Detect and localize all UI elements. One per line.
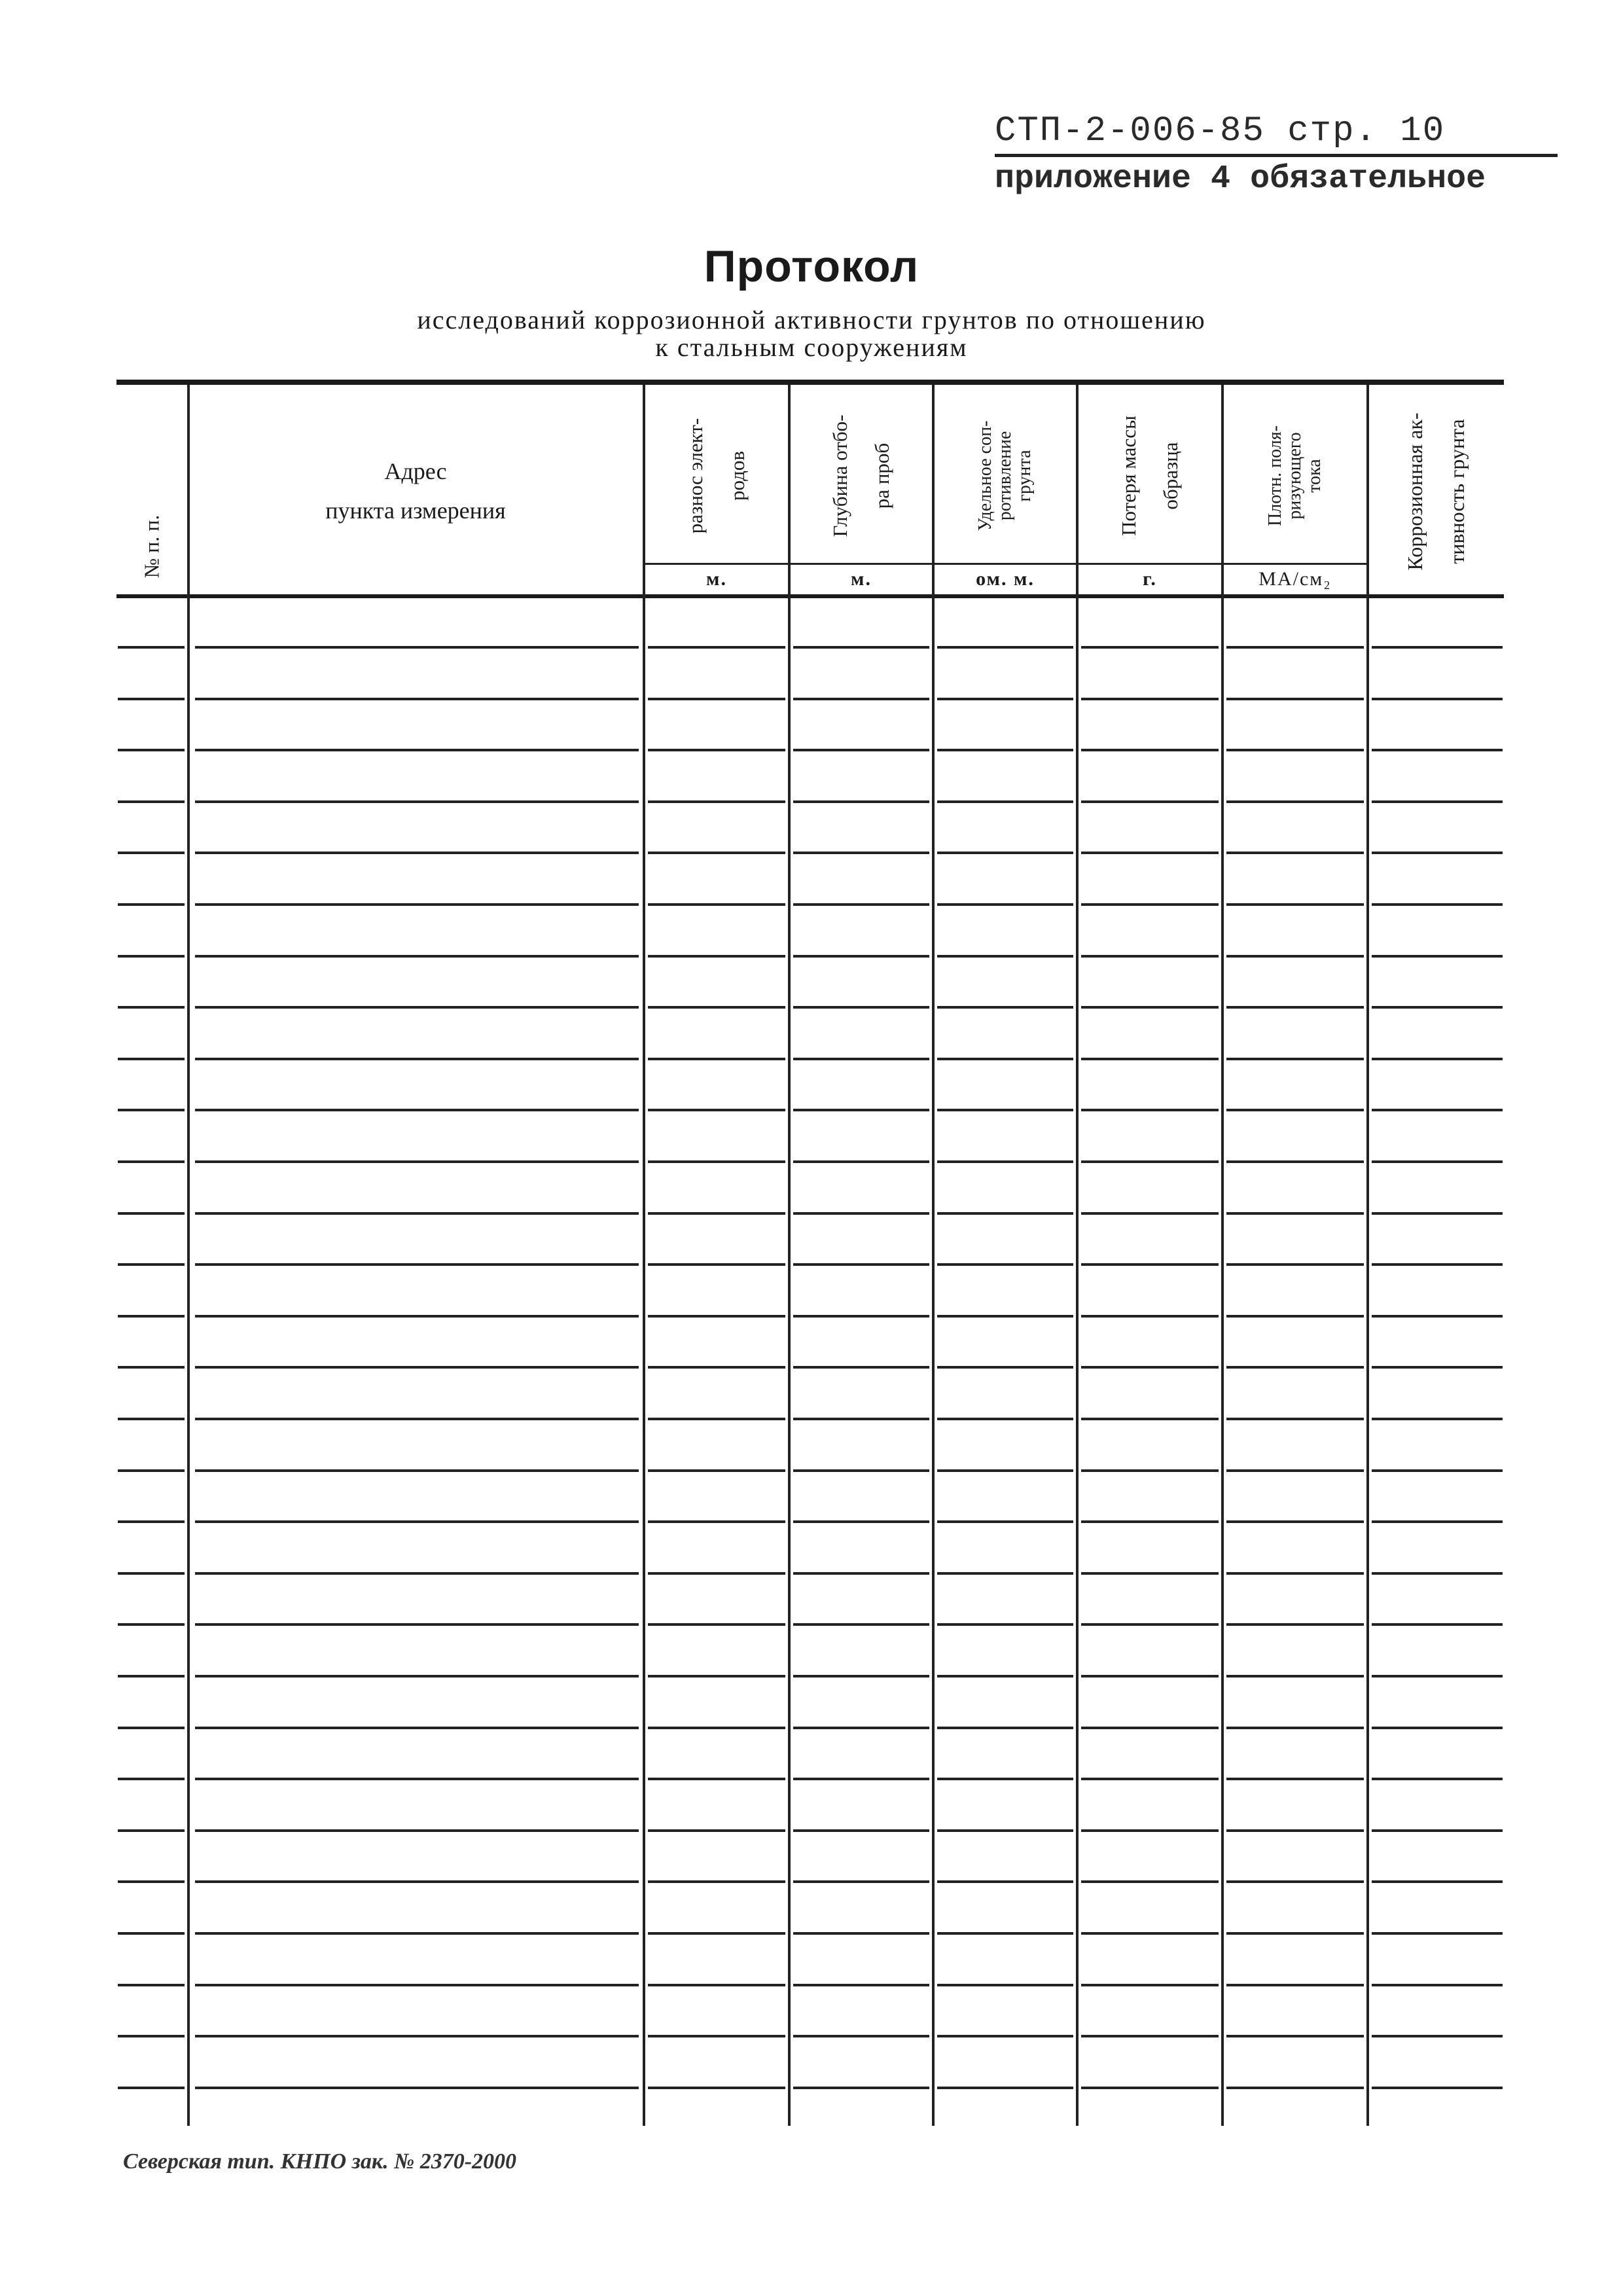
table-row-line bbox=[118, 1212, 185, 1215]
table-row-line bbox=[195, 1160, 639, 1163]
table-row-line bbox=[1081, 698, 1219, 700]
table-row-line bbox=[195, 1469, 639, 1472]
table-row-line bbox=[793, 955, 929, 958]
table-row-line bbox=[937, 1727, 1073, 1729]
subtitle-line-1: исследований коррозионной активности грунтов по отношению bbox=[417, 305, 1206, 334]
table-row-line bbox=[1081, 1572, 1219, 1575]
table-row-line bbox=[793, 1727, 929, 1729]
table-row-line bbox=[195, 1315, 639, 1318]
table-top-rule bbox=[116, 380, 1504, 385]
table-row-line bbox=[195, 1984, 639, 1986]
table-row-line bbox=[1372, 800, 1503, 803]
table-row-line bbox=[648, 800, 785, 803]
table-row-line bbox=[195, 852, 639, 854]
table-row-line bbox=[648, 1675, 785, 1677]
table-row-line bbox=[1372, 1520, 1503, 1523]
table-row-line bbox=[937, 1315, 1073, 1318]
table-row-line bbox=[937, 1469, 1073, 1472]
table-row-line bbox=[118, 1315, 185, 1318]
unit-rule bbox=[1079, 563, 1221, 565]
table-row-line bbox=[648, 646, 785, 649]
table-row-line bbox=[793, 1984, 929, 1986]
table-row-line bbox=[1372, 1006, 1503, 1009]
table-row-line bbox=[118, 1932, 185, 1935]
unit-rule bbox=[645, 563, 788, 565]
table-row-line bbox=[648, 1315, 785, 1318]
table-row-line bbox=[937, 1520, 1073, 1523]
table-row-line bbox=[1081, 955, 1219, 958]
table-row-line bbox=[937, 1984, 1073, 1986]
table-row-line bbox=[793, 1675, 929, 1677]
table-row-line bbox=[1226, 1880, 1364, 1883]
table-row-line bbox=[648, 1212, 785, 1215]
table-row-line bbox=[648, 1058, 785, 1060]
table-row-line bbox=[1226, 1932, 1364, 1935]
table-row-line bbox=[1226, 1469, 1364, 1472]
table-row-line bbox=[118, 1675, 185, 1677]
table-row-line bbox=[1081, 1520, 1219, 1523]
table-row-line bbox=[793, 1829, 929, 1832]
table-row-line bbox=[1372, 2035, 1503, 2037]
table-row-line bbox=[195, 698, 639, 700]
table-row-line bbox=[793, 1366, 929, 1369]
table-row-line bbox=[648, 903, 785, 906]
column-divider bbox=[788, 385, 791, 2126]
table-row-line bbox=[793, 903, 929, 906]
table-row-line bbox=[793, 749, 929, 751]
table-row-line bbox=[1081, 1109, 1219, 1111]
page-title: Протокол bbox=[704, 242, 919, 291]
table-row-line bbox=[195, 800, 639, 803]
table-row-line bbox=[648, 1160, 785, 1163]
table-row-line bbox=[648, 1263, 785, 1266]
page-subtitle bbox=[0, 306, 1623, 361]
table-row-line bbox=[648, 2035, 785, 2037]
table-row-line bbox=[195, 2087, 639, 2089]
table-row-line bbox=[195, 1727, 639, 1729]
column-divider bbox=[1221, 385, 1224, 2126]
table-row-line bbox=[118, 1006, 185, 1009]
table-row-line bbox=[648, 955, 785, 958]
table-row-line bbox=[793, 1572, 929, 1575]
table-row-line bbox=[118, 1263, 185, 1266]
table-row-line bbox=[1226, 1829, 1364, 1832]
table-row-line bbox=[1081, 1675, 1219, 1677]
header-electrode-spacing: разнос элект- родов bbox=[684, 418, 749, 534]
table-row-line bbox=[1372, 1418, 1503, 1420]
table-row-line bbox=[937, 646, 1073, 649]
table-row-line bbox=[118, 1572, 185, 1575]
header-corrosion-activity: Коррозионная ак- тивность грунта bbox=[1403, 412, 1469, 571]
table-row-line bbox=[118, 749, 185, 751]
table-row-line bbox=[1372, 1675, 1503, 1677]
table-row-line bbox=[118, 2087, 185, 2089]
column-divider bbox=[1366, 385, 1369, 2126]
table-row-line bbox=[195, 1520, 639, 1523]
table-row-line bbox=[793, 1623, 929, 1626]
table-row-line bbox=[648, 1366, 785, 1369]
table-row-line bbox=[1372, 1778, 1503, 1780]
header-mass-loss: Потеря массы образца bbox=[1117, 416, 1182, 536]
table-row-line bbox=[195, 955, 639, 958]
header-soil-resistivity: Удельное соп- ротивление грунта bbox=[975, 420, 1035, 531]
table-row-line bbox=[937, 2087, 1073, 2089]
table-row-line bbox=[937, 1675, 1073, 1677]
table-row-line bbox=[937, 2035, 1073, 2037]
table-row-line bbox=[1081, 1058, 1219, 1060]
table-row-line bbox=[1372, 1109, 1503, 1111]
column-divider bbox=[932, 385, 935, 2126]
table-row-line bbox=[195, 1418, 639, 1420]
table-row-line bbox=[195, 903, 639, 906]
table-row-line bbox=[1226, 1058, 1364, 1060]
unit-resistivity: ом. м. bbox=[976, 568, 1035, 590]
table-row-line bbox=[1226, 1727, 1364, 1729]
table-row-line bbox=[1372, 1160, 1503, 1163]
table-row-line bbox=[1372, 749, 1503, 751]
table-row-line bbox=[118, 1418, 185, 1420]
table-row-line bbox=[118, 1469, 185, 1472]
table-row-line bbox=[937, 1778, 1073, 1780]
table-row-line bbox=[1081, 2035, 1219, 2037]
table-row-line bbox=[118, 1058, 185, 1060]
table-row-line bbox=[793, 698, 929, 700]
table-row-line bbox=[793, 1469, 929, 1472]
table-row-line bbox=[1372, 1727, 1503, 1729]
table-row-line bbox=[118, 955, 185, 958]
table-row-line bbox=[1226, 1520, 1364, 1523]
table-row-line bbox=[1081, 1623, 1219, 1626]
table-row-line bbox=[648, 2087, 785, 2089]
table-row-line bbox=[1081, 1727, 1219, 1729]
table-row-line bbox=[1372, 2087, 1503, 2089]
table-row-line bbox=[937, 1006, 1073, 1009]
table-row-line bbox=[1226, 2087, 1364, 2089]
column-divider bbox=[643, 385, 645, 2126]
table-row-line bbox=[937, 852, 1073, 854]
table-row-line bbox=[937, 1418, 1073, 1420]
table-row-line bbox=[1226, 1675, 1364, 1677]
table-row-line bbox=[118, 800, 185, 803]
table-row-line bbox=[118, 852, 185, 854]
table-row-line bbox=[1372, 1829, 1503, 1832]
table-row-line bbox=[1081, 1829, 1219, 1832]
table-row-line bbox=[118, 1880, 185, 1883]
unit-rule bbox=[1224, 563, 1366, 565]
table-row-line bbox=[1081, 1469, 1219, 1472]
table-row-line bbox=[793, 1109, 929, 1111]
table-row-line bbox=[648, 1006, 785, 1009]
table-row-line bbox=[648, 1109, 785, 1111]
table-row-line bbox=[118, 646, 185, 649]
table-row-line bbox=[648, 852, 785, 854]
table-row-line bbox=[1081, 1880, 1219, 1883]
table-row-line bbox=[648, 1520, 785, 1523]
table-row-line bbox=[648, 1984, 785, 1986]
table-row-line bbox=[1372, 1932, 1503, 1935]
table-row-line bbox=[1226, 1572, 1364, 1575]
table-row-line bbox=[1372, 852, 1503, 854]
table-row-line bbox=[648, 1880, 785, 1883]
unit-electrode: м. bbox=[706, 568, 727, 590]
table-row-line bbox=[1372, 1623, 1503, 1626]
table-row-line bbox=[1226, 1160, 1364, 1163]
table-row-line bbox=[1226, 800, 1364, 803]
table-row-line bbox=[793, 1520, 929, 1523]
unit-rule bbox=[935, 563, 1076, 565]
printer-imprint: Северская тип. КНПО зак. № 2370-2000 bbox=[123, 2149, 517, 2174]
table-row-line bbox=[937, 1623, 1073, 1626]
table-row-line bbox=[118, 1366, 185, 1369]
table-row-line bbox=[195, 1778, 639, 1780]
column-divider bbox=[1076, 385, 1079, 2126]
table-row-line bbox=[118, 1109, 185, 1111]
table-row-line bbox=[793, 2087, 929, 2089]
table-row-line bbox=[1226, 646, 1364, 649]
table-row-line bbox=[195, 1366, 639, 1369]
table-row-line bbox=[118, 1778, 185, 1780]
table-row-line bbox=[118, 1623, 185, 1626]
table-row-line bbox=[648, 1572, 785, 1575]
table-row-line bbox=[937, 1212, 1073, 1215]
table-row-line bbox=[195, 1006, 639, 1009]
table-row-line bbox=[937, 955, 1073, 958]
table-row-line bbox=[1081, 1212, 1219, 1215]
table-row-line bbox=[1081, 1006, 1219, 1009]
table-row-line bbox=[793, 1212, 929, 1215]
header-number: № п. п. bbox=[139, 514, 164, 579]
table-header-rule bbox=[116, 594, 1504, 598]
table-row-line bbox=[195, 749, 639, 751]
table-row-line bbox=[937, 1109, 1073, 1111]
table-row-line bbox=[1081, 1932, 1219, 1935]
table-row-line bbox=[195, 1109, 639, 1111]
unit-rule bbox=[791, 563, 932, 565]
table-row-line bbox=[1372, 1058, 1503, 1060]
table-row-line bbox=[1226, 1418, 1364, 1420]
table-row-line bbox=[1081, 1315, 1219, 1318]
table-row-line bbox=[1372, 955, 1503, 958]
table-row-line bbox=[1372, 698, 1503, 700]
table-row-line bbox=[648, 698, 785, 700]
table-row-line bbox=[648, 1932, 785, 1935]
table-row-line bbox=[648, 1829, 785, 1832]
table-row-line bbox=[1226, 955, 1364, 958]
table-row-line bbox=[937, 903, 1073, 906]
table-row-line bbox=[937, 698, 1073, 700]
table-row-line bbox=[648, 1623, 785, 1626]
table-row-line bbox=[648, 1469, 785, 1472]
table-row-line bbox=[793, 1058, 929, 1060]
table-row-line bbox=[793, 1418, 929, 1420]
header-rule bbox=[995, 154, 1558, 157]
header-sample-depth: Глубина отбо- ра проб bbox=[829, 414, 893, 537]
table-row-line bbox=[1081, 646, 1219, 649]
column-divider bbox=[187, 385, 190, 2126]
table-row-line bbox=[1226, 1263, 1364, 1266]
table-row-line bbox=[1226, 749, 1364, 751]
table-row-line bbox=[1226, 903, 1364, 906]
table-row-line bbox=[118, 1984, 185, 1986]
table-row-line bbox=[1226, 852, 1364, 854]
table-row-line bbox=[937, 1263, 1073, 1266]
table-row-line bbox=[1226, 1984, 1364, 1986]
table-row-line bbox=[195, 1880, 639, 1883]
table-row-line bbox=[937, 1058, 1073, 1060]
table-row-line bbox=[195, 1623, 639, 1626]
table-row-line bbox=[937, 749, 1073, 751]
table-row-line bbox=[1372, 646, 1503, 649]
table-row-line bbox=[118, 1520, 185, 1523]
table-row-line bbox=[793, 1932, 929, 1935]
table-row-line bbox=[1372, 1263, 1503, 1266]
table-row-line bbox=[937, 1572, 1073, 1575]
table-row-line bbox=[1226, 1109, 1364, 1111]
table-row-line bbox=[793, 646, 929, 649]
table-row-line bbox=[118, 2035, 185, 2037]
table-row-line bbox=[118, 1829, 185, 1832]
table-row-line bbox=[793, 800, 929, 803]
unit-depth: м. bbox=[851, 568, 872, 590]
table-row-line bbox=[793, 1263, 929, 1266]
table-row-line bbox=[793, 1880, 929, 1883]
table-row-line bbox=[937, 1160, 1073, 1163]
table-row-line bbox=[195, 1675, 639, 1677]
unit-current: МА/см₂ bbox=[1258, 568, 1332, 590]
table-row-line bbox=[1081, 1263, 1219, 1266]
table-row-line bbox=[793, 2035, 929, 2037]
table-row-line bbox=[195, 1572, 639, 1575]
table-row-line bbox=[1226, 1366, 1364, 1369]
document-code: СТП-2-006-85 стр. 10 bbox=[995, 111, 1446, 151]
table-row-line bbox=[793, 1006, 929, 1009]
table-row-line bbox=[1081, 749, 1219, 751]
table-row-line bbox=[195, 1932, 639, 1935]
table-row-line bbox=[195, 1212, 639, 1215]
table-row-line bbox=[1226, 1006, 1364, 1009]
table-row-line bbox=[118, 698, 185, 700]
table-row-line bbox=[1081, 1160, 1219, 1163]
header-address-line-1: Адрес bbox=[384, 458, 447, 484]
table-row-line bbox=[1081, 800, 1219, 803]
appendix-label: приложение 4 обязательное bbox=[995, 160, 1486, 198]
table-row-line bbox=[195, 646, 639, 649]
table-row-line bbox=[118, 1727, 185, 1729]
table-row-line bbox=[1372, 1984, 1503, 1986]
table-row-line bbox=[937, 1880, 1073, 1883]
table-row-line bbox=[937, 1829, 1073, 1832]
table-row-line bbox=[1081, 903, 1219, 906]
table-row-line bbox=[1372, 1212, 1503, 1215]
table-row-line bbox=[195, 1829, 639, 1832]
header-current-density: Плотн. поля- ризующего тока bbox=[1265, 425, 1325, 526]
table-row-line bbox=[937, 800, 1073, 803]
header-address-line-2: пункта измерения bbox=[325, 497, 506, 524]
table-row-line bbox=[793, 852, 929, 854]
table-row-line bbox=[1372, 1315, 1503, 1318]
table-row-line bbox=[1226, 698, 1364, 700]
table-row-line bbox=[1226, 1315, 1364, 1318]
table-row-line bbox=[648, 1418, 785, 1420]
table-row-line bbox=[648, 749, 785, 751]
table-row-line bbox=[1226, 2035, 1364, 2037]
table-row-line bbox=[118, 903, 185, 906]
table-row-line bbox=[793, 1778, 929, 1780]
table-row-line bbox=[937, 1366, 1073, 1369]
header-address bbox=[190, 452, 641, 530]
table-row-line bbox=[1372, 903, 1503, 906]
table-row-line bbox=[1226, 1212, 1364, 1215]
table-row-line bbox=[1372, 1469, 1503, 1472]
subtitle-line-2: к стальным сооружениям bbox=[655, 332, 968, 362]
table-row-line bbox=[195, 2035, 639, 2037]
table-row-line bbox=[793, 1315, 929, 1318]
table-row-line bbox=[1081, 1984, 1219, 1986]
table-row-line bbox=[648, 1778, 785, 1780]
table-row-line bbox=[1081, 852, 1219, 854]
table-row-line bbox=[1226, 1778, 1364, 1780]
unit-mass: г. bbox=[1143, 568, 1157, 590]
table-row-line bbox=[1081, 1778, 1219, 1780]
table-row-line bbox=[1081, 1418, 1219, 1420]
table-row-line bbox=[1081, 2087, 1219, 2089]
table-row-line bbox=[648, 1727, 785, 1729]
table-row-line bbox=[793, 1160, 929, 1163]
table-row-line bbox=[1372, 1366, 1503, 1369]
table-row-line bbox=[1081, 1366, 1219, 1369]
table-row-line bbox=[195, 1058, 639, 1060]
table-row-line bbox=[118, 1160, 185, 1163]
table-row-line bbox=[1226, 1623, 1364, 1626]
table-row-line bbox=[1372, 1880, 1503, 1883]
table-row-line bbox=[1372, 1572, 1503, 1575]
table-row-line bbox=[937, 1932, 1073, 1935]
table-row-line bbox=[195, 1263, 639, 1266]
